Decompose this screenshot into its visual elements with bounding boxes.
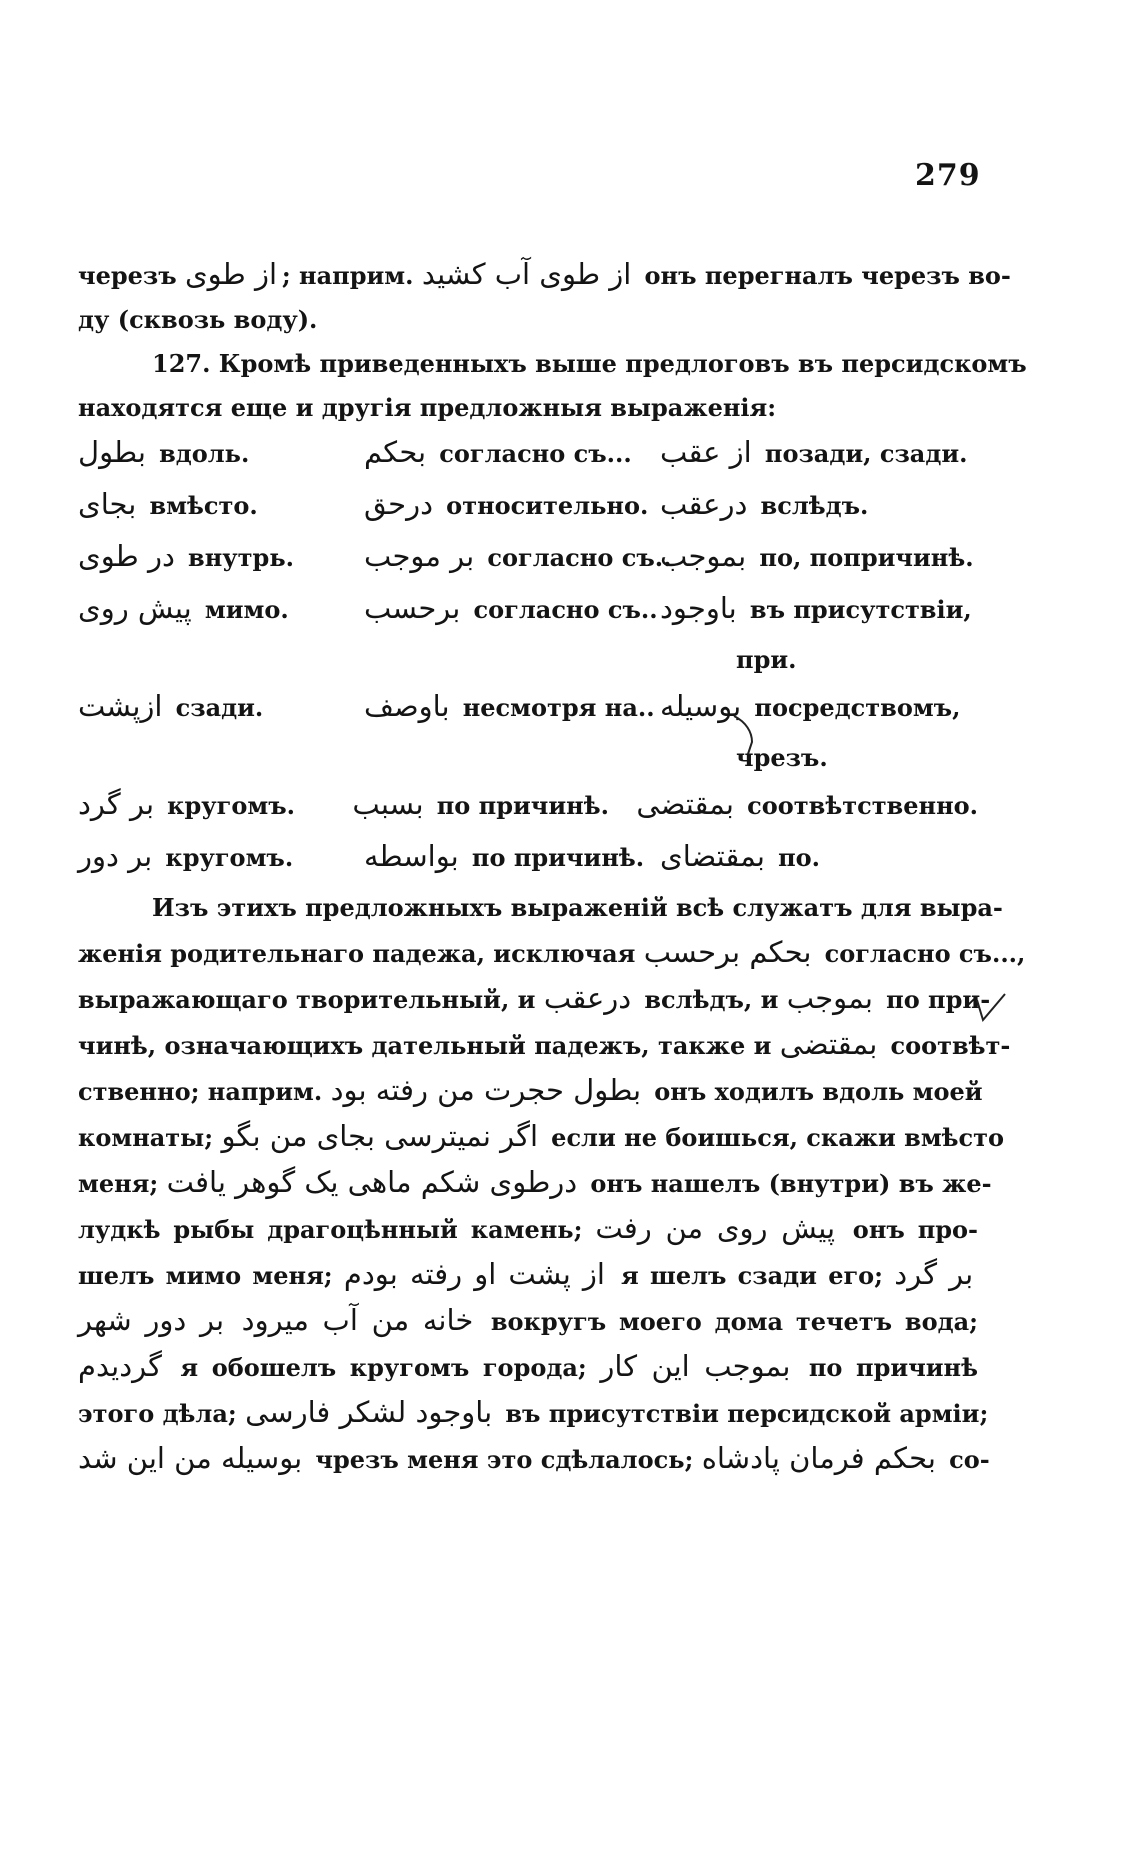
persian-text: باوجود <box>660 591 737 625</box>
russian-text: согласно съ... <box>430 439 632 468</box>
page-number: 279 <box>915 158 981 193</box>
russian-text: женія родительнаго падежа, исключая <box>78 939 644 968</box>
russian-text: по при- <box>877 985 991 1014</box>
table-cell <box>78 782 352 828</box>
russian-text: вокругъ моего дома течетъ вода; <box>478 1307 978 1336</box>
continuation-text: чрезъ. <box>736 743 828 772</box>
text-line <box>78 976 991 1022</box>
russian-text: со- <box>940 1445 990 1474</box>
table-row <box>78 586 978 638</box>
persian-text: بر گرد <box>894 1257 974 1291</box>
persian-text: بموجب این کار <box>600 1349 791 1383</box>
persian-text: بحکم <box>364 435 427 469</box>
table-row <box>78 782 978 834</box>
persian-text: بطول <box>78 435 146 469</box>
pencil-tick-mark <box>973 990 1009 1026</box>
persian-text: از عقب <box>660 435 752 469</box>
russian-text: меня; <box>78 1169 167 1198</box>
text-line <box>78 930 1026 976</box>
russian-text: вслѣдъ. <box>752 491 869 520</box>
russian-text: я шелъ сзади его; <box>609 1261 895 1290</box>
persian-text: باوصف <box>364 689 450 723</box>
table-row-continuation <box>78 638 978 684</box>
table-cell <box>78 684 364 730</box>
persian-text: درحق <box>364 487 434 521</box>
russian-text: вмѣсто. <box>141 491 258 520</box>
persian-text: بر دور شهر <box>78 1303 225 1337</box>
text-line <box>78 1160 992 1206</box>
russian-text: относительно. <box>437 491 649 520</box>
russian-text: согласно съ.. <box>479 543 672 572</box>
text-line <box>78 1114 1005 1160</box>
table-cell <box>364 834 660 880</box>
russian-text: этого дѣла; <box>78 1399 246 1428</box>
persian-text: باوجود لشکر فارسی <box>245 1395 493 1429</box>
russian-text: чрезъ меня это сдѣлалось; <box>307 1445 702 1474</box>
russian-text: по. <box>769 843 821 872</box>
text-line <box>78 1206 978 1252</box>
persian-text: بمقتضی <box>636 787 734 821</box>
table-cell <box>352 782 636 828</box>
persian-text: بطول حجرت من رفته بود <box>330 1073 642 1107</box>
text-line <box>78 1022 1011 1068</box>
table-row <box>78 834 978 886</box>
text-line <box>78 252 1011 298</box>
russian-text: кругомъ. <box>157 843 294 872</box>
russian-text: въ присутствіи, <box>741 595 972 624</box>
russian-text: позади, сзади. <box>756 439 968 468</box>
persian-text: از طوی <box>184 257 278 291</box>
continuation-text: при. <box>736 645 797 674</box>
table-cell <box>660 684 978 730</box>
text-line <box>78 1344 978 1390</box>
table-cell <box>364 430 660 476</box>
text-line <box>78 1298 978 1344</box>
persian-text: از طوی آب کشید <box>421 257 632 291</box>
russian-text: по причинѣ. <box>463 843 645 872</box>
table-cell <box>364 684 660 730</box>
persian-text: اگر نمیترسی بجای من بگو <box>221 1119 539 1153</box>
russian-text: мимо. <box>196 595 289 624</box>
text-line <box>78 386 978 430</box>
persian-text: بواسطه <box>364 839 459 873</box>
persian-text: بسبب <box>352 787 424 821</box>
pencil-mark-hook <box>728 712 758 758</box>
russian-text: согласно съ..., <box>816 939 1026 968</box>
russian-text: соотвѣт- <box>882 1031 1011 1060</box>
russian-text: черезъ <box>78 261 185 290</box>
persian-text: بجای <box>78 487 137 521</box>
table-cell <box>636 782 978 828</box>
persian-text: از پشت او رفته بودم <box>343 1257 605 1291</box>
text-line <box>78 298 978 342</box>
russian-text <box>229 1307 242 1336</box>
persian-text: بموجب <box>660 539 747 573</box>
russian-text: сзади. <box>167 693 264 722</box>
russian-text: несмотря на.. <box>454 693 655 722</box>
table-cell <box>660 430 978 476</box>
examples-text <box>78 886 1026 1482</box>
table-cell <box>660 482 978 528</box>
table-cell <box>364 534 672 580</box>
russian-text: ду (сквозь воду). <box>78 305 318 334</box>
persian-text: برحسب <box>364 591 461 625</box>
table-row-continuation <box>78 736 978 782</box>
russian-text: комнаты; <box>78 1123 222 1152</box>
table-cell <box>660 534 978 580</box>
table-cell <box>78 482 364 528</box>
persian-text: ازپشت <box>78 689 163 723</box>
table-cell <box>78 834 364 880</box>
russian-text: въ присутствіи персидской арміи; <box>497 1399 989 1428</box>
russian-text: онъ про- <box>839 1215 979 1244</box>
persian-text: در طوی <box>78 539 175 573</box>
russian-text: 127. Кромѣ приведенныхъ выше предлоговъ въ персидскомъ <box>152 349 1027 378</box>
table-cell <box>78 534 364 580</box>
russian-text: согласно съ.. <box>465 595 658 624</box>
persian-text: بوسیله من این شد <box>78 1441 303 1475</box>
text-line <box>78 886 1003 930</box>
text-line <box>78 342 1027 386</box>
table-cell <box>364 586 660 632</box>
persian-text: پیش روی من رفت <box>595 1211 836 1245</box>
russian-text: вслѣдъ, и <box>636 985 787 1014</box>
persian-text: بموجب <box>786 981 873 1015</box>
persian-text: پیش روی <box>78 591 192 625</box>
intro-text <box>78 252 1027 430</box>
table-row <box>78 534 978 586</box>
table-row <box>78 684 978 736</box>
table-row <box>78 430 978 482</box>
russian-text: если не боишься, скажи вмѣсто <box>542 1123 1005 1152</box>
page-body <box>78 252 1027 1482</box>
table-row <box>78 482 978 534</box>
russian-text: выражающаго творительный, и <box>78 985 544 1014</box>
russian-text: онъ нашелъ (внутри) въ же- <box>582 1169 992 1198</box>
russian-text: чинѣ, означающихъ дательный падежъ, также и <box>78 1031 780 1060</box>
text-line <box>78 1390 989 1436</box>
russian-text: я обошелъ кругомъ города; <box>166 1353 601 1382</box>
table-cell <box>78 586 364 632</box>
russian-text: посредствомъ, <box>746 693 961 722</box>
russian-text: онъ перегналъ черезъ во- <box>636 261 1011 290</box>
persian-text: درعقب <box>543 981 632 1015</box>
table-cell <box>660 586 978 632</box>
russian-text: онъ ходилъ вдоль моей <box>645 1077 983 1106</box>
persian-text: درطوی شکم ماهی یک گوهر یافت <box>166 1165 578 1199</box>
table-cell <box>364 482 660 528</box>
table-cell <box>660 834 978 880</box>
persian-text: بمقتضی <box>779 1027 878 1061</box>
table-cell <box>78 430 364 476</box>
russian-text: шелъ мимо меня; <box>78 1261 344 1290</box>
persian-text: گردیدم <box>78 1349 162 1383</box>
russian-text: находятся еще и другія предложныя выраженія: <box>78 393 777 422</box>
text-line <box>78 1436 990 1482</box>
text-line <box>78 1068 983 1114</box>
russian-text: по, попричинѣ. <box>751 543 974 572</box>
russian-text: Изъ этихъ предложныхъ выраженій всѣ служатъ для выра- <box>152 893 1003 922</box>
text-line <box>78 1252 978 1298</box>
persian-text: بحکم فرمان پادشاه <box>701 1441 936 1475</box>
persian-text: درعقب <box>660 487 748 521</box>
persian-text: بر موجب <box>364 539 475 573</box>
russian-text: по причинѣ <box>795 1353 979 1382</box>
persian-text: بحکم برحسب <box>643 935 812 969</box>
russian-text: ственно; наприм. <box>78 1077 331 1106</box>
persian-text: خانه من آب میرود <box>241 1303 474 1337</box>
russian-text: внутрь. <box>179 543 294 572</box>
russian-text: соотвѣтственно. <box>738 791 978 820</box>
persian-text: بر گرد <box>78 787 155 821</box>
persian-text: بمقتضای <box>660 839 765 873</box>
persian-text: بوسیله <box>660 689 742 723</box>
preposition-table <box>78 430 978 886</box>
russian-text: ; наприм. <box>281 261 422 290</box>
russian-text: вдоль. <box>150 439 250 468</box>
russian-text: кругомъ. <box>158 791 295 820</box>
russian-text: лудкѣ рыбы драгоцѣнный камень; <box>78 1215 596 1244</box>
persian-text: بر دور <box>78 839 153 873</box>
russian-text: по причинѣ. <box>428 791 609 820</box>
